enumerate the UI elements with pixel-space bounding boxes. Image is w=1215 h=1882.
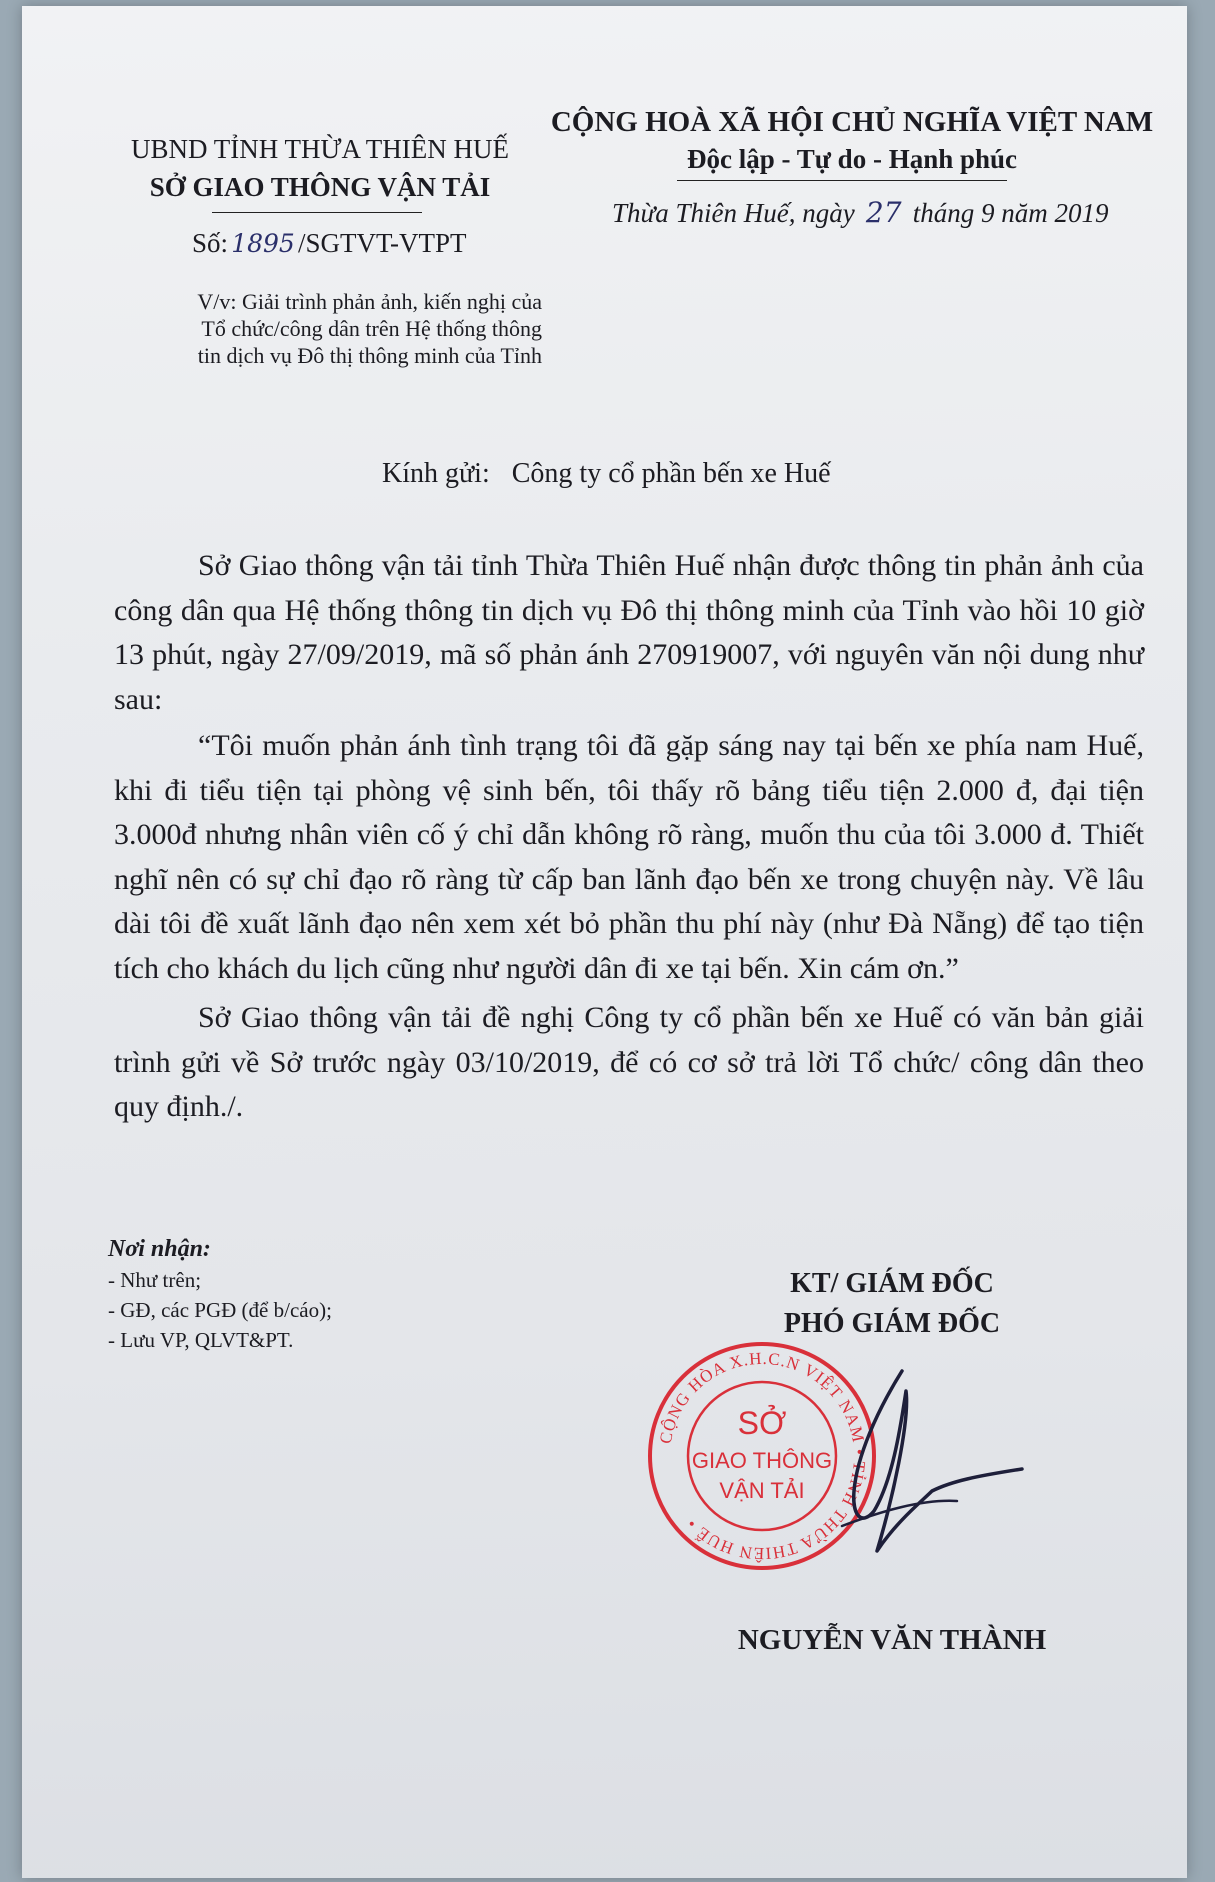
date-line [612,196,1108,229]
doc-number-suffix: /SGTVT-VTPT [298,228,467,258]
body-paragraph: Sở Giao thông vận tải đề nghị Công ty cổ phần bến xe Huế có văn bản giải trình gửi về Sở trước ngày 03/10/2019, để có cơ sở trả lời Tổ chức/ công dân theo quy định./. [114,1001,1144,1123]
handwritten-signature [782,1351,1042,1581]
doc-number-prefix: Số: [192,228,229,258]
motto-underline [677,180,1007,181]
addressee-name: Công ty cổ phần bến xe Huế [511,458,831,489]
body-paragraph: Sở Giao thông vận tải tỉnh Thừa Thiên Huế nhận được thông tin phản ảnh của công dân qua Hệ thống thông tin dịch vụ Đô thị thông minh của Tỉnh vào hồi 10 giờ 13 phút, ngày 27/09/2019, mã số phản ánh 270919007, với nguyên văn nội dung như sau: [114,549,1144,716]
date-suffix: tháng 9 năm 2019 [912,198,1109,228]
date-prefix: Thừa Thiên Huế, ngày [612,198,855,228]
addressee-label: Kính gửi: [382,458,490,489]
seal-center-text: VẬN TẢI [719,1478,805,1503]
recipient-item: - Lưu VP, QLVT&PT. [108,1328,294,1352]
svg-text:CỘNG HÒA X.H.C.N VIỆT NAM • TỈ: CỘNG HÒA X.H.C.N VIỆT NAM • TỈNH THỪA THIÊN HUẾ • [655,1348,870,1564]
letter-body [114,544,1144,1130]
addressee [382,458,831,490]
nation-title: CỘNG HOÀ XÃ HỘI CHỦ NGHĨA VIỆT NAM [550,106,1154,138]
subject-line: tin dịch vụ Đô thị thông minh của Tỉnh [197,343,542,368]
signature-subtitle: PHÓ GIÁM ĐỐC [783,1308,1001,1339]
doc-number-handwritten: 1895 [231,229,295,258]
signature-title: KT/ GIÁM ĐỐC [790,1268,994,1299]
signer-name: NGUYỄN VĂN THÀNH [737,1624,1047,1656]
department-name: SỞ GIAO THÔNG VẬN TẢI [149,172,491,202]
ministry-name: UBND TỈNH THỪA THIÊN HUẾ [131,134,509,164]
department-underline [212,212,422,213]
recipient-item: - GĐ, các PGĐ (để b/cáo); [108,1298,332,1322]
document-number [192,228,467,259]
document-page [22,6,1187,1878]
date-day-handwritten: 27 [865,196,902,229]
motto: Độc lập - Tự do - Hạnh phúc [686,144,1018,174]
recipient-item: - Như trên; [108,1268,202,1292]
seal-center-text: GIAO THÔNG [691,1448,833,1473]
subject-line: V/v: Giải trình phản ảnh, kiến nghị của [197,289,542,314]
subject-line: Tổ chức/công dân trên Hệ thống thông [201,316,542,341]
quoted-feedback: “Tôi muốn phản ánh tình trạng tôi đã gặp sáng nay tại bến xe phía nam Huế, khi đi tiểu tiện tại phòng vệ sinh bến, tôi thấy rõ bảng tiểu tiện 2.000 đ, đại tiện 3.000đ nhưng nhân viên cố ý chỉ dẫn không rõ ràng, muốn thu của tôi 3.000 đ. Thiết nghĩ nên có sự chỉ đạo rõ ràng từ cấp ban lãnh đạo bến xe trong chuyện này. Về lâu dài tôi đề xuất lãnh đạo nên xem xét bỏ phần thu phí này (như Đà Nẵng) để tạo tiện tích cho khách du lịch cũng như người dân đi xe tại bến. Xin cám ơn.” [114,729,1144,985]
recipients-title: Nơi nhận: [108,1236,211,1262]
subject-block [122,288,542,369]
seal-center-text: SỞ [737,1405,787,1441]
